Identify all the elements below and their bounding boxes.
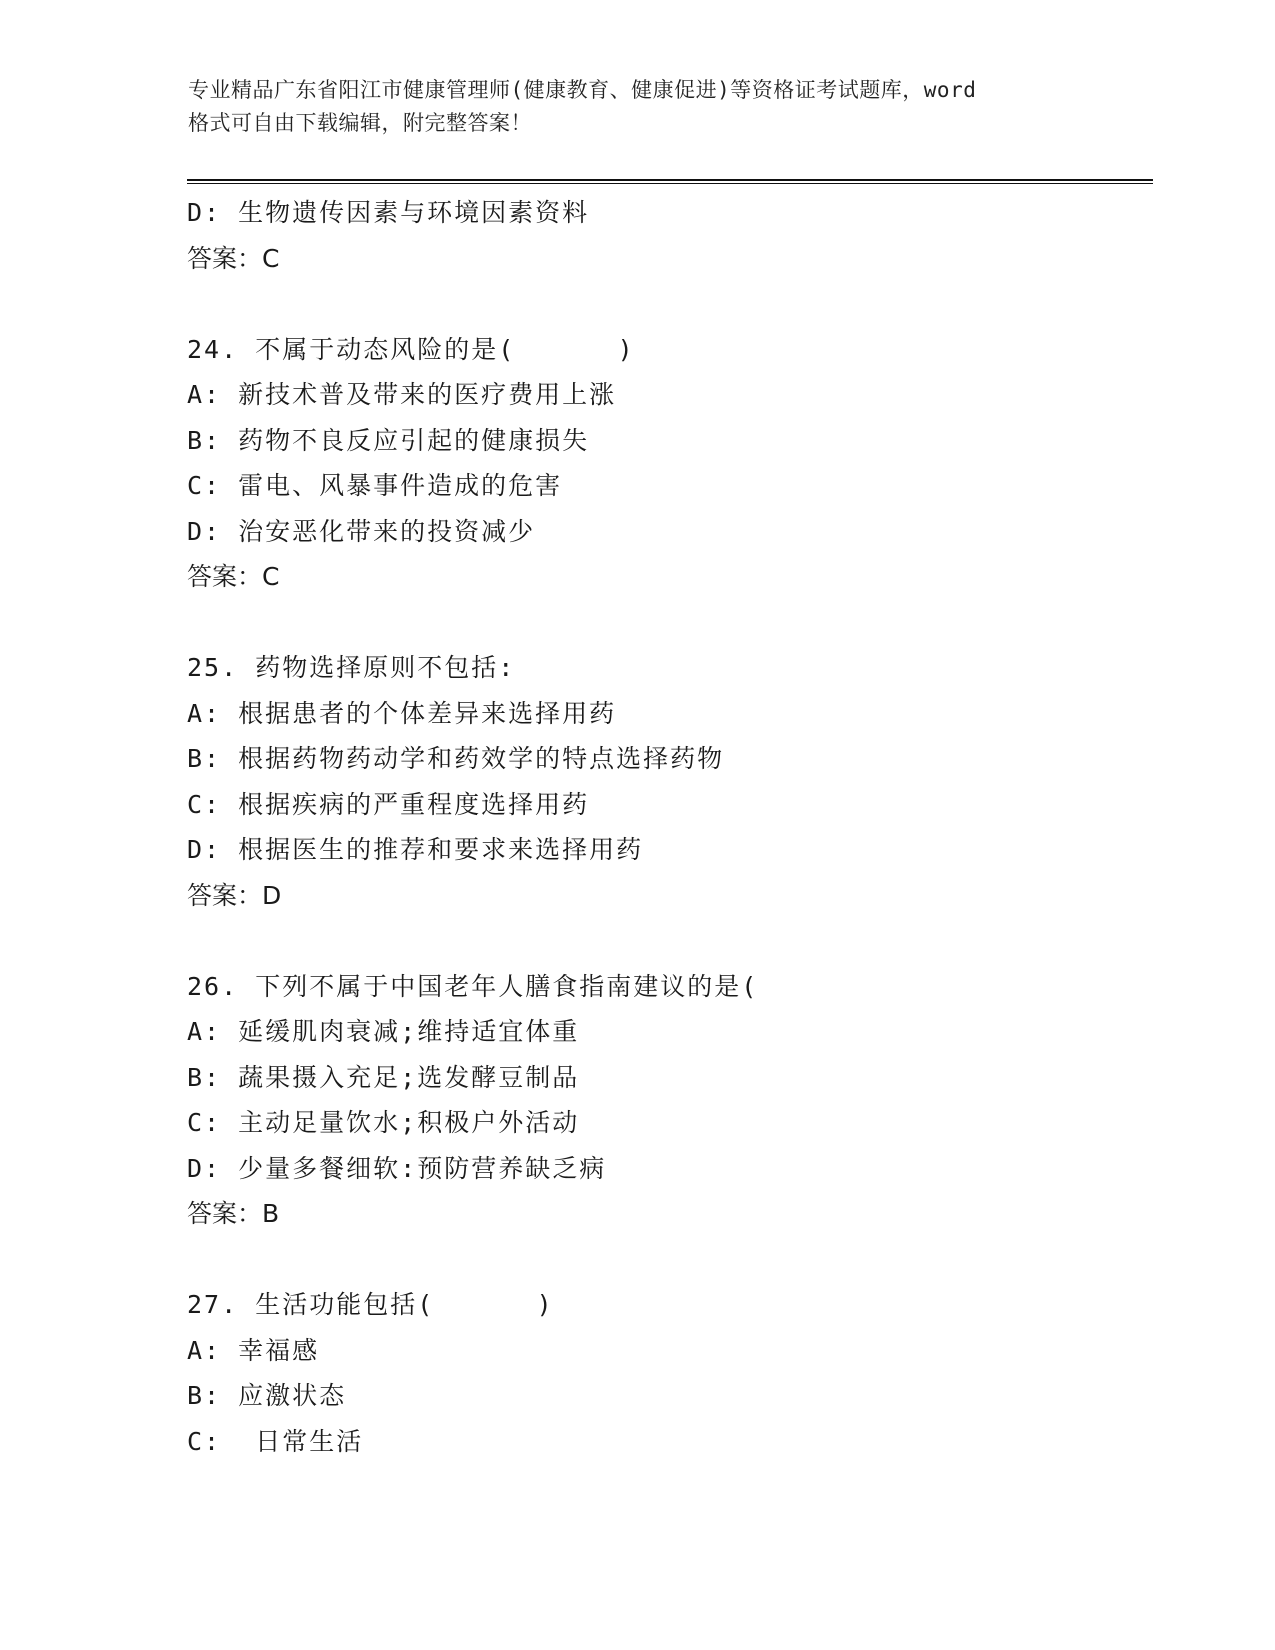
header-rule-thick — [187, 179, 1153, 181]
header-rule-thin — [187, 183, 1153, 184]
page-header — [188, 74, 1088, 140]
spacer — [187, 281, 1137, 327]
question-27-option-a: A: 幸福感 — [187, 1335, 320, 1365]
question-25-option-a: A: 根据患者的个体差异来选择用药 — [187, 698, 617, 728]
spacer — [187, 1237, 1137, 1283]
question-24-option-a: A: 新技术普及带来的医疗费用上涨 — [187, 380, 617, 409]
question-25-stem: 25. 药物选择原则不包括: — [187, 653, 516, 682]
spacer — [187, 918, 1137, 964]
question-26-option-d: D: 少量多餐细软:预防营养缺乏病 — [187, 1153, 607, 1183]
question-26-option-a: A: 延缓肌肉衰减;维持适宜体重 — [187, 1017, 580, 1046]
question-25-option-c: C: 根据疾病的严重程度选择用药 — [187, 789, 590, 819]
question-26-option-b: B: 蔬果摄入充足;选发酵豆制品 — [187, 1062, 580, 1092]
option-d-continued: D: 生物遗传因素与环境因素资料 — [187, 198, 590, 227]
header-line-1: 专业精品广东省阳江市健康管理师(健康教育、健康促进)等资格证考试题库，word — [188, 78, 977, 102]
question-25-option-d: D: 根据医生的推荐和要求来选择用药 — [187, 835, 644, 864]
question-content — [187, 190, 1137, 1464]
question-24-option-b: B: 药物不良反应引起的健康损失 — [187, 425, 590, 455]
question-27-option-b: B: 应激状态 — [187, 1381, 347, 1410]
question-27-stem: 27. 生活功能包括( ) — [187, 1290, 554, 1319]
answer-continued: 答案：C — [187, 243, 280, 273]
question-24-option-c: C: 雷电、风暴事件造成的危害 — [187, 471, 563, 500]
question-24-answer: 答案：C — [187, 562, 280, 591]
question-27-option-c: C: 日常生活 — [187, 1426, 364, 1456]
question-26-stem: 26. 下列不属于中国老年人膳食指南建议的是( — [187, 971, 759, 1001]
question-25-answer: 答案：D — [187, 880, 282, 910]
question-24-stem: 24. 不属于动态风险的是( ) — [187, 334, 635, 364]
question-26-option-c: C: 主动足量饮水;积极户外活动 — [187, 1108, 580, 1137]
question-25-option-b: B: 根据药物药动学和药效学的特点选择药物 — [187, 744, 725, 773]
spacer — [187, 600, 1137, 646]
question-26-answer: 答案：B — [187, 1199, 280, 1228]
header-line-2: 格式可自由下载编辑，附完整答案！ — [188, 111, 532, 135]
question-24-option-d: D: 治安恶化带来的投资减少 — [187, 516, 536, 546]
